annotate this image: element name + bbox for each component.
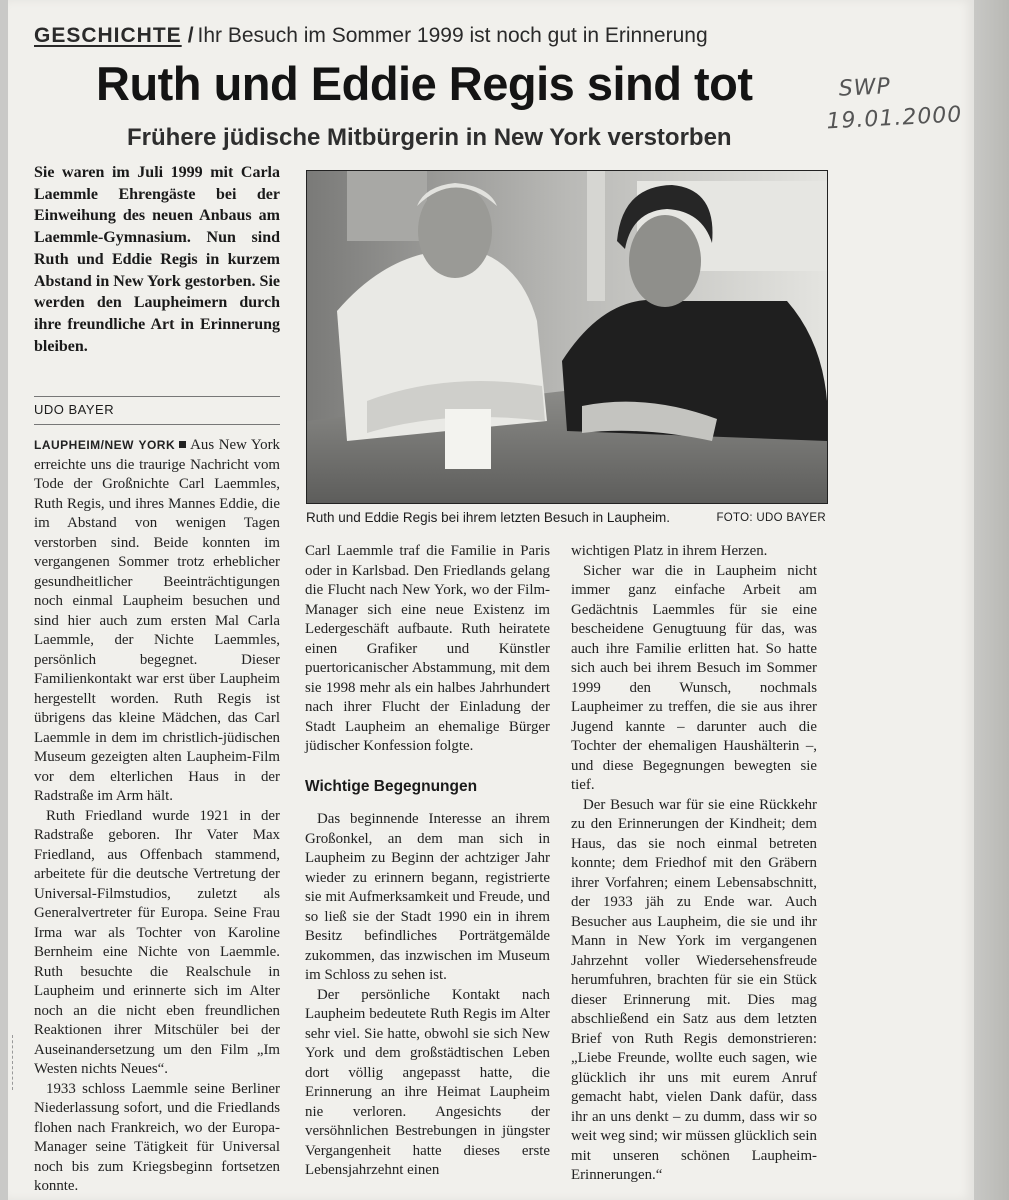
handwritten-source: SWP [838,74,892,102]
kicker-separator: / [187,24,194,47]
kicker-line [34,24,794,54]
photo-caption-line [306,510,826,530]
margin-mark [12,1035,14,1090]
kicker-text: Ihr Besuch im Sommer 1999 ist noch gut in Erinnerung [197,24,708,47]
article-paragraph: Ruth Friedland wurde 1921 in der Radstraße geboren. Ihr Vater Max Friedland, aus Offenbach stammend, arbeitete für die deutsche Vertretung der Universal-Filmstudios, zuletzt als Generalvertreter für Europa. Seine Frau Irma war als Tochter von Karoline Bernheim eine Nichte von Laemmle. Ruth besuchte die Realschule in Laupheim und erinnerte sich im Alter noch an die nicht eben freundlichen Reaktionen ihrer Mitschüler bei der Auseinandersetzung um den Film „Im Westen nichts Neues“. [34,807,280,1077]
article-paragraph: LAUPHEIM/NEW YORK Aus New York erreichte uns die traurige Nachricht vom Tode der Großnichte Carl Laemmles, Ruth Regis, und ihres Mannes Eddie, die im Abstand von wenigen Tagen verstorben sind. Beide konnten im vergangenen Sommer trotz erheblicher gesundheitlicher Beeinträchtigungen noch einmal Laupheim besuchen und sind hier auch zum ersten Mal Carla Laemmle, der Nichte Laemmles, persönlich begegnet. Dieser Familienkontakt war erst über Laupheim hergestellt worden. Ruth Regis ist übrigens das kleine Mädchen, das Carl Laemmle in dem im christlich-jüdischen Museum gezeigten alten Laupheim-Film vor dem elterlichen Haus in der Radstraße im Arm hält. [34,437,280,804]
headline: Ruth und Eddie Regis sind tot [96,57,753,110]
article-column-3 [571,542,817,1183]
photo-couple-image [307,171,827,503]
section-label: GESCHICHTE [34,24,182,47]
dateline-square-icon [179,441,186,448]
article-paragraph: Carl Laemmle traf die Familie in Paris oder in Karlsbad. Den Friedlands gelang die Flucht nach New York, wo der Film-Manager sich eine neue Existenz im Ledergeschäft aufbaute. Ruth heiratete einen Grafiker und Künstler puertoricanischer Abstammung, mit dem sie 1998 mehr als ein halbes Jahrhundert nach ihrer Flucht der Einladung der Stadt Laupheim an ehemalige Bürger jüdischer Konfession folgte. [305,543,550,754]
article-paragraph: Das beginnende Interesse an ihrem Großonkel, an dem man sich in Laupheim zu Beginn der achtziger Jahr wieder zu erinnern begann, registrierte sie mit Aufmerksamkeit und Freude, und so ließ sie der Stadt 1990 ein in ihrem Besitz befindliches Porträtgemälde zukommen, das inzwischen im Museum im Schloss zu sehen ist. [305,811,550,983]
dateline: LAUPHEIM/NEW YORK [34,438,176,452]
divider-rule [34,424,280,425]
article-paragraph: Der persönliche Kontakt nach Laupheim bedeutete Ruth Regis im Alter sehr viel. Sie hatte, obwohl sie sich New York und dem großstädtischen Leben dort völlig angepasst hatte, die Erinnerung an ihre Heimat Laupheim nie verloren. Angesichts der versöhnlichen Bestrebungen in jüngster Vergangenheit hatte dieses erste Lebensjahrzehnt einen [305,986,550,1178]
photo-caption: Ruth und Eddie Regis bei ihrem letzten Besuch in Laupheim. [306,510,670,525]
article-subheading: Wichtige Begegnungen [305,777,478,795]
photo-credit: FOTO: UDO BAYER [716,512,826,524]
article-paragraph: Sicher war die in Laupheim nicht immer ganz einfache Arbeit am Gedächtnis Laemmles für sie eine bescheidene Genugtuung für das, was auch ihre Familie erlitten hat. So hatte sich auch bei ihrem Besuch im Sommer 1999 den Wunsch, nochmals Laupheimer zu treffen, die sie aus ihrer Jugend kannte – darunter auch die Tochter der ehemaligen Haushälterin –, und diese Begegnungen bewegten sie tief. [571,562,817,793]
article-paragraph: 1933 schloss Laemmle seine Berliner Niederlassung sofort, und die Friedlands flohen nach Frankreich, wo der Europa-Manager seine Tätigkeit für Universal noch bis zum Kriegsbeginn fortsetzen konnte. [34,1080,280,1194]
article-paragraph: wichtigen Platz in ihrem Herzen. [571,543,768,559]
subheadline: Frühere jüdische Mitbürgerin in New York verstorben [127,124,732,151]
article-column-2 [305,542,550,1178]
teaser-text: Sie waren im Juli 1999 mit Carla Laemmle Ehrengäste bei der Einweihung des neuen Anbaus am Laemmle-Gymnasium. Nun sind Ruth und Eddie Regis in kurzem Abstand in New York gestorben. Sie werden den Laupheimern durch ihre freundliche Art in Erinnerung bleiben. [34,164,280,355]
article-paragraph: Der Besuch war für sie eine Rückkehr zu den Erinnerungen der Kindheit; dem Haus, das sie noch einmal betreten konnte; dem Friedhof mit den Gräbern ihrer Vorfahren; einem Lebensabschnitt, der 1933 jäh zu Ende war. Auch Besucher aus Laupheim, die sie und ihr Mann in New York im vergangenen Jahrzehnt voller Wiedersehensfreude herumfuhren, brachten für sie ein Stück dieser Erinnerung mit. Dies mag abschließend ein Satz aus dem letzten Brief von Ruth Regis demonstrieren: „Liebe Freunde, wollte euch sagen, wie glücklich ihr uns mit eurem Anruf gemacht habt, vielen Dank dafür, dass ihr an uns denkt – zu dumm, dass wir so weit weg sind; wir müssen glücklich sein mit unseren schönen Laupheim-Erinnerungen.“ [571,796,817,1183]
handwritten-date: 19.01.2000 [825,102,963,135]
news-photo [306,170,828,504]
scan-edge [974,0,1009,1200]
author-byline: UDO BAYER [34,402,115,417]
handwritten-annotation [824,66,998,155]
divider-rule [34,396,280,397]
article-column-1 [34,436,280,1194]
